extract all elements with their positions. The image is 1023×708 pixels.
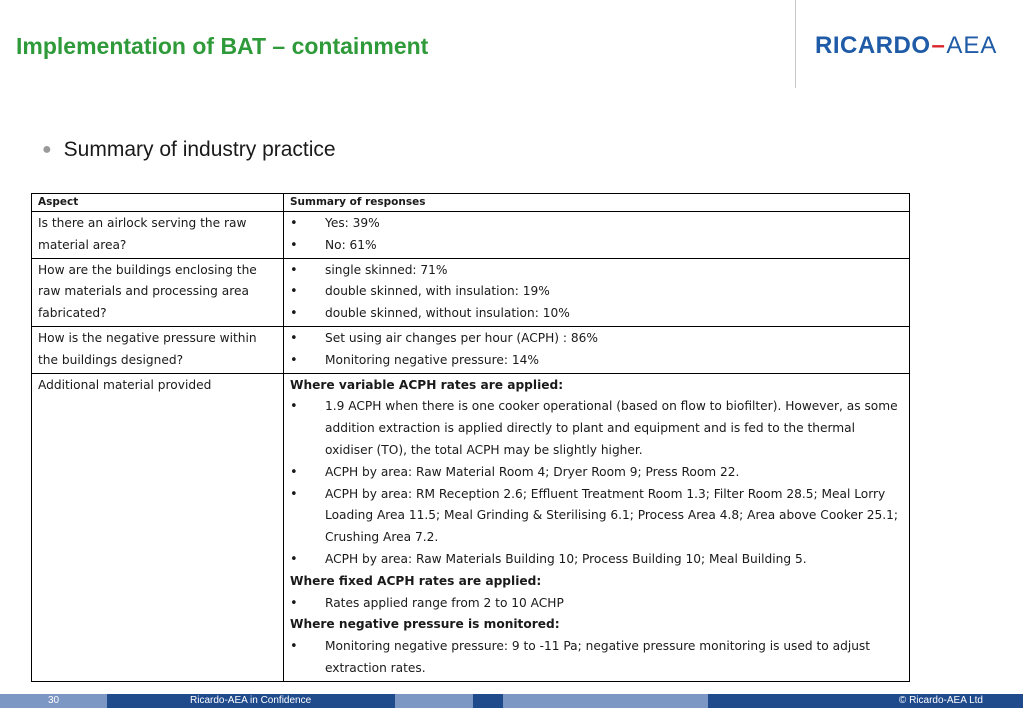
list-item: • Set using air changes per hour (ACPH) : 86% bbox=[290, 328, 903, 350]
logo-dash: – bbox=[931, 32, 946, 59]
table-row bbox=[32, 212, 910, 259]
summary-bullet-text: Summary of industry practice bbox=[63, 138, 336, 161]
aspect-cell: Additional material provided bbox=[32, 373, 284, 681]
footer-accent-segment bbox=[395, 694, 473, 708]
list-item: • double skinned, with insulation: 19% bbox=[290, 281, 903, 303]
list-item: • Monitoring negative pressure: 9 to -11 Pa; negative pressure monitoring is used to adjust extraction rates. bbox=[290, 636, 903, 680]
responses-cell bbox=[284, 373, 910, 681]
response-list bbox=[290, 328, 903, 372]
copyright-label: © Ricardo-AEA Ltd bbox=[898, 695, 983, 706]
aspect-cell: Is there an airlock serving the raw material area? bbox=[32, 212, 284, 259]
list-item: • ACPH by area: Raw Materials Building 10; Process Building 10; Meal Building 5. bbox=[290, 549, 903, 571]
list-item: • double skinned, without insulation: 10% bbox=[290, 303, 903, 325]
logo-main-text: RICARDO bbox=[815, 32, 931, 59]
response-list bbox=[290, 593, 903, 615]
section-heading: Where negative pressure is monitored: bbox=[290, 617, 560, 632]
response-list bbox=[290, 213, 903, 257]
table-row bbox=[32, 326, 910, 373]
logo-divider bbox=[795, 0, 796, 88]
list-item: • 1.9 ACPH when there is one cooker operational (based on flow to biofilter). However, as some addition extraction is applied directly to plant and equipment and is fed to the thermal oxidiser (TO), the total ACPH may be slightly higher. bbox=[290, 396, 903, 461]
response-list bbox=[290, 260, 903, 325]
table-row bbox=[32, 258, 910, 326]
responses-cell bbox=[284, 258, 910, 326]
slide-title: Implementation of BAT – containment bbox=[16, 33, 429, 59]
list-item: • single skinned: 71% bbox=[290, 260, 903, 282]
logo-suffix-text: AEA bbox=[946, 32, 998, 59]
list-item: • No: 61% bbox=[290, 235, 903, 257]
list-item: • Rates applied range from 2 to 10 ACHP bbox=[290, 593, 903, 615]
section-heading: Where variable ACPH rates are applied: bbox=[290, 377, 564, 392]
header-summary: Summary of responses bbox=[284, 194, 910, 212]
aspect-cell: How are the buildings enclosing the raw materials and processing area fabricated? bbox=[32, 258, 284, 326]
responses-cell bbox=[284, 326, 910, 373]
confidentiality-label: Ricardo-AEA in Confidence bbox=[190, 695, 312, 706]
responses-cell bbox=[284, 212, 910, 259]
footer-accent-segment bbox=[503, 694, 708, 708]
list-item: • Yes: 39% bbox=[290, 213, 903, 235]
page-number: 30 bbox=[48, 695, 60, 706]
table-header-row bbox=[32, 194, 910, 212]
summary-bullet bbox=[42, 138, 336, 162]
list-item: • Monitoring negative pressure: 14% bbox=[290, 350, 903, 372]
list-item: • ACPH by area: RM Reception 2.6; Effluent Treatment Room 1.3; Filter Room 28.5; Meal Lorry Loading Area 11.5; Meal Grinding & Sterilising 6.1; Process Area 4.8; Area above Cooker 25.1; Crushing Area 7.2. bbox=[290, 484, 903, 549]
response-list bbox=[290, 396, 903, 570]
industry-practice-table bbox=[31, 193, 910, 682]
section-heading: Where fixed ACPH rates are applied: bbox=[290, 573, 542, 588]
response-list bbox=[290, 636, 903, 680]
table-row bbox=[32, 373, 910, 681]
header-aspect: Aspect bbox=[32, 194, 284, 212]
list-item: • ACPH by area: Raw Material Room 4; Dryer Room 9; Press Room 22. bbox=[290, 462, 903, 484]
ricardo-aea-logo bbox=[815, 32, 997, 60]
bullet-dot-icon: ● bbox=[42, 141, 52, 158]
footer-bar bbox=[0, 694, 1023, 708]
aspect-cell: How is the negative pressure within the buildings designed? bbox=[32, 326, 284, 373]
